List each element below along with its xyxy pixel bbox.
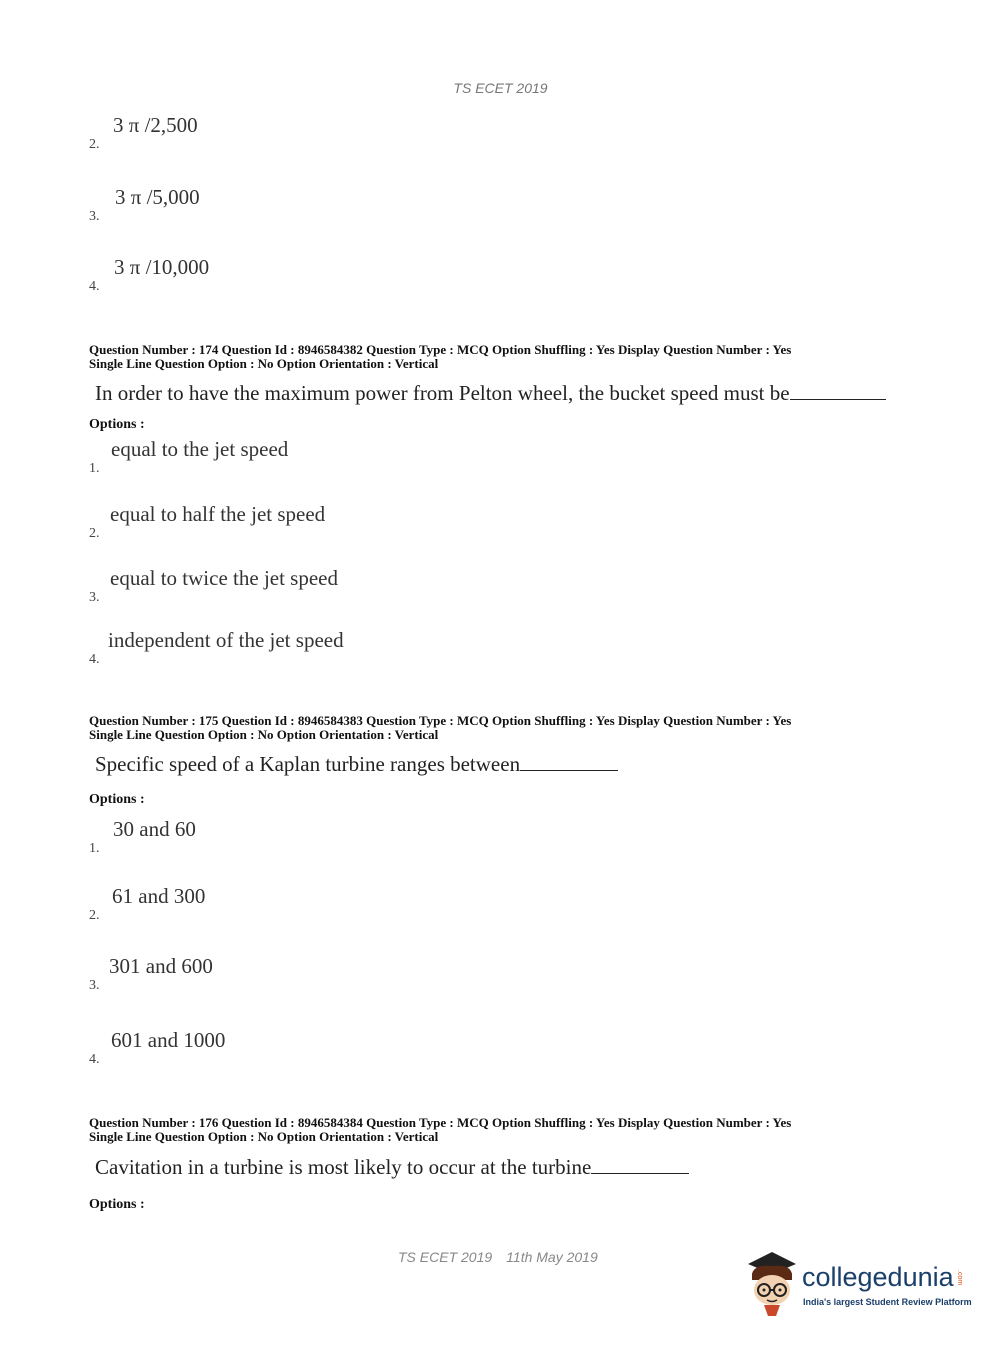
options-label: Options : [89,1197,145,1212]
options-label: Options : [89,417,145,432]
question-meta-2: Single Line Question Option : No Option Orientation : Vertical [89,1129,439,1144]
answer-blank [790,381,886,400]
question-meta: Question Number : 175 Question Id : 8946584383 Question Type : MCQ Option Shuffling : Yes Display Question Number : Yes [89,713,792,728]
option-number: 2. [89,908,100,923]
options-label: Options : [89,792,145,807]
mascot-icon [742,1250,802,1318]
option-text: 3 π /2,500 [113,113,198,137]
option-number: 1. [89,841,100,856]
question-text [95,752,618,777]
question-text-body: In order to have the maximum power from Pelton wheel, the bucket speed must be [95,381,790,405]
option-number: 4. [89,1052,100,1067]
collegedunia-logo[interactable] [742,1250,972,1318]
option-text: 30 and 60 [113,817,196,841]
option-number: 2. [89,137,100,152]
footer-exam: TS ECET 2019 [398,1249,493,1265]
option-text: 3 π /10,000 [114,255,210,279]
option-text: 61 and 300 [112,884,206,908]
option-number: 1. [89,461,100,476]
page-header: TS ECET 2019 [453,80,548,96]
option-text: 301 and 600 [109,954,213,978]
option-text: equal to twice the jet speed [110,566,338,590]
logo-suffix: .com [956,1270,963,1286]
page-footer [398,1249,612,1265]
option-number: 2. [89,526,100,541]
logo-tagline: India's largest Student Review Platform [803,1297,972,1307]
answer-blank [520,752,618,771]
option-text: equal to the jet speed [111,437,289,461]
footer-date: 11th May 2019 [506,1249,598,1265]
question-text-body: Cavitation in a turbine is most likely to occur at the turbine [95,1155,592,1179]
question-meta-2: Single Line Question Option : No Option Orientation : Vertical [89,727,439,742]
question-text-body: Specific speed of a Kaplan turbine ranges between [95,752,521,776]
answer-blank [591,1155,689,1174]
question-text [95,1155,689,1180]
question-meta: Question Number : 174 Question Id : 8946584382 Question Type : MCQ Option Shuffling : Yes Display Question Number : Yes [89,342,792,357]
option-text: equal to half the jet speed [110,502,326,526]
option-text: independent of the jet speed [108,628,344,652]
question-meta: Question Number : 176 Question Id : 8946584384 Question Type : MCQ Option Shuffling : Yes Display Question Number : Yes [89,1115,792,1130]
option-number: 3. [89,590,100,605]
question-meta-2: Single Line Question Option : No Option Orientation : Vertical [89,356,439,371]
option-number: 3. [89,978,100,993]
option-number: 4. [89,279,100,294]
logo-brand: collegedunia [802,1262,954,1292]
option-text: 601 and 1000 [111,1028,226,1052]
option-number: 3. [89,209,100,224]
question-text [95,381,886,406]
option-text: 3 π /5,000 [115,185,200,209]
option-number: 4. [89,652,100,667]
